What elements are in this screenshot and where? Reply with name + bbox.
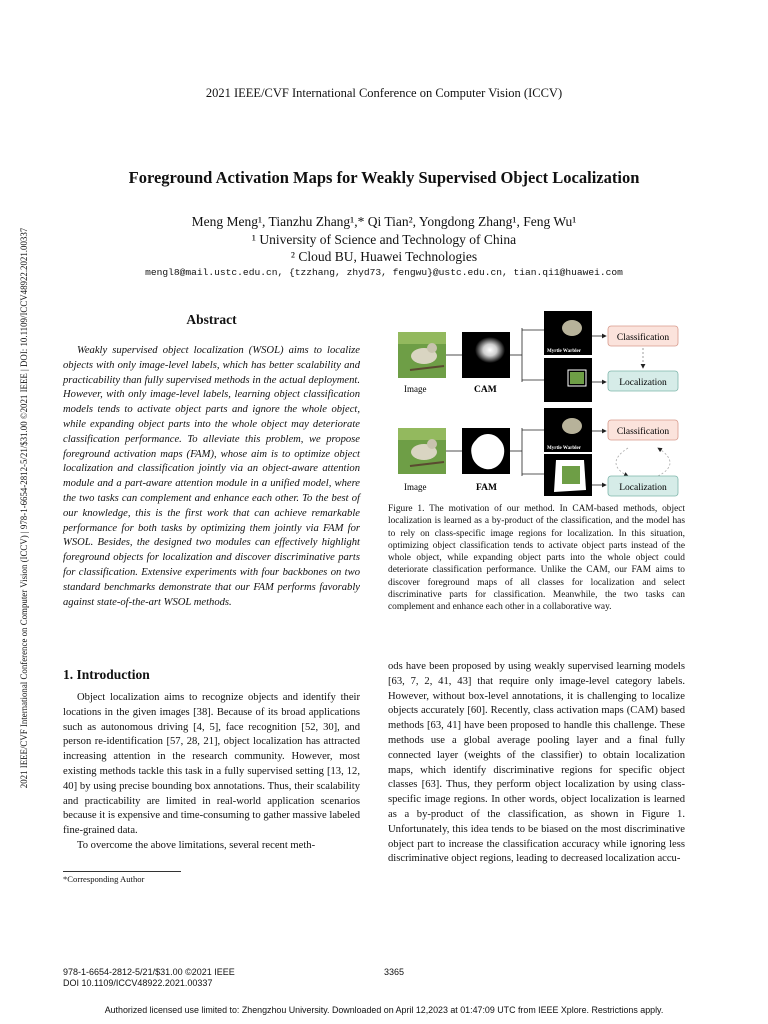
row-fam bbox=[398, 408, 678, 496]
cam-activation-blob bbox=[475, 337, 505, 363]
introduction-body bbox=[63, 691, 360, 854]
bird-image-bottom bbox=[398, 428, 446, 474]
introduction-heading: 1. Introduction bbox=[63, 667, 150, 682]
figure-1 bbox=[390, 308, 690, 498]
affiliation-1: ¹ University of Science and Technology of China bbox=[251, 232, 517, 247]
author-emails: mengl8@mail.ustc.edu.cn, {tzzhang, zhyd73, fengwu}@ustc.edu.cn, tian.qi1@huawei.com bbox=[145, 267, 623, 278]
row-cam bbox=[398, 311, 678, 402]
side-doi-strip bbox=[18, 208, 30, 808]
localization-label-top: Localization bbox=[619, 378, 667, 388]
footnote: *Corresponding Author bbox=[63, 874, 145, 884]
paper-title: Foreground Activation Maps for Weakly Supervised Object Localization bbox=[128, 168, 640, 187]
label-image-top: Image bbox=[404, 384, 427, 394]
bird-class-label-top: Myrtle Warbler bbox=[547, 349, 581, 354]
author-list: Meng Meng¹, Tianzhu Zhang¹,* Qi Tian², Yongdong Zhang¹, Feng Wu¹ bbox=[191, 214, 577, 229]
footer-isbn: 978-1-6654-2812-5/21/$31.00 ©2021 IEEE bbox=[63, 967, 235, 977]
collaborative-arc-right bbox=[658, 448, 670, 476]
bird-image-top bbox=[398, 332, 446, 378]
introduction-paragraph-2: To overcome the above limitations, several recent meth- bbox=[77, 839, 316, 851]
license-notice: Authorized licensed use limited to: Zhengzhou University. Downloaded on April 12,2023 at 01:47:09 UTC from IEEE Xplore. Restrictions apply. bbox=[104, 1005, 664, 1015]
label-image-bottom: Image bbox=[404, 482, 427, 492]
side-doi-text: 2021 IEEE/CVF International Conference on Computer Vision (ICCV) | 978-1-6654-2812-5/21/$31.00 ©2021 IEEE | DOI: 10.1109/ICCV48922.2021.00337 bbox=[19, 227, 29, 789]
classification-label-bottom: Classification bbox=[616, 427, 670, 437]
abstract-body: Weakly supervised object localization (WSOL) aims to localize objects with only image-level labels, which has better scalability and practicability than fully supervised methods in the actual deployment. However, with only image-level labels, learning object classification models tends to activate object parts and ignore the whole object, while expanding object parts into the whole object may deteriorate classification performance. To alleviate this problem, we propose foreground activation maps (FAM), whose aim is to optimize object localization and classification jointly via an object-aware attention module and a part-aware attention module in a unified model, where the two tasks can complement and enhance each other. To the best of our knowledge, this is the first work that can achieve remarkable performance for both tasks by optimizing them jointly via FAM for WSOL. Besides, the designed two modules can effectively highlight foreground objects for localization and discover discriminative parts for classification. Extensive experiments with four backbones on two standard benchmarks demonstrate that our FAM performs favorably against state-of-the-art WSOL methods. bbox=[63, 345, 360, 608]
abstract-heading: Abstract bbox=[186, 312, 237, 327]
page-number: 3365 bbox=[384, 967, 405, 977]
footer-doi: DOI 10.1109/ICCV48922.2021.00337 bbox=[63, 978, 213, 988]
footnote-rule bbox=[63, 871, 181, 872]
classification-label-top: Classification bbox=[616, 333, 670, 343]
footer-publication-info bbox=[63, 967, 235, 989]
bird-class-label-bottom: Myrtle Warbler bbox=[547, 446, 581, 451]
affiliation-2: ² Cloud BU, Huawei Technologies bbox=[290, 249, 478, 264]
introduction-continued: ods have been proposed by using weakly supervised learning models [63, 7, 2, 41, 43] that require only image-level category labels. However, without box-level annotations, it is challenging to localize objects accurately [60]. Recently, class activation maps (CAM) based methods [63, 41] have been proposed to handle this challenge. These methods use a global average pooling layer and a final fully connected layer (weights of the classifier) to obtain localization maps, which identify discriminative regions for specific object classes [63]. Thus, they perform object localization by using class-specific image regions. In other words, object localization is learned as a by-product of the classification, as shown in Figure 1. Unfortunately, this idea tends to be biased on the most discriminative object part to increase the classification accuracy while ignoring less discriminative object regions, leading to decreased localization accu- bbox=[388, 661, 685, 865]
label-fam: FAM bbox=[476, 483, 497, 493]
introduction-paragraph-1: Object localization aims to recognize objects and identify their locations in the given images [38]. Because of its broad applications such as autonomous driving [4, 5], face recognition [52, 30], and person re-identification [57, 28, 21], object localization has attracted increasing attention in the research community. However, most existing methods tackle this task in a fully supervised setting [13, 12, 40] by using precise bounding box annotations. Thus, their scalability and practicability are limited in real-world application scenarios because it is expensive and time-consuming to gather massive labeled fine-grained data. bbox=[63, 692, 360, 837]
localization-label-bottom: Localization bbox=[619, 483, 667, 493]
label-cam: CAM bbox=[474, 385, 497, 395]
conference-header: 2021 IEEE/CVF International Conference on Computer Vision (ICCV) bbox=[205, 86, 563, 100]
figure-1-caption: Figure 1. The motivation of our method. In CAM-based methods, object localization is learned as a by-product of the classification, and the model has to rely on class-specific image regions for localization. In this situation, optimizing object classification tends to activate object parts instead of the whole object, while expanding object parts into the whole object could deteriorate classification performance. Unlike the CAM, our FAM aims to discover foreground maps of all classes for localization and select discriminative parts for classification. Meanwhile, the two tasks can complement and enhance each other in a collaborative way. bbox=[388, 504, 685, 613]
collaborative-arc-left bbox=[616, 448, 628, 476]
